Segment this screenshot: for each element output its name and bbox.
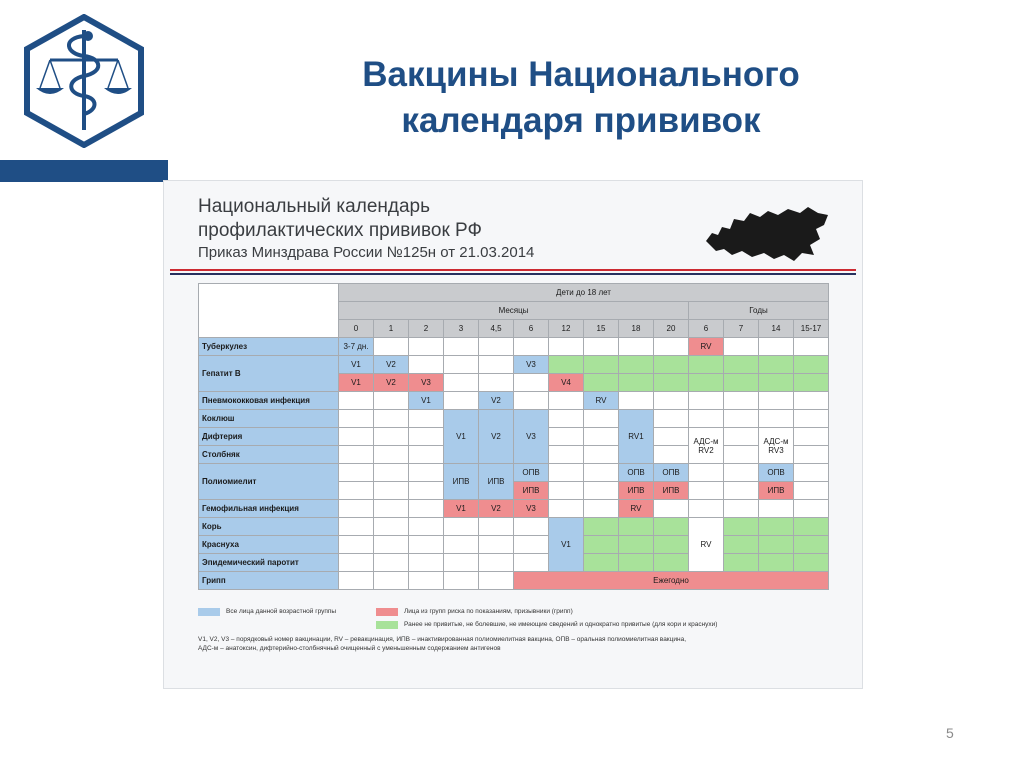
- schedule-cell: [794, 338, 829, 356]
- disease-label: Туберкулез: [199, 338, 339, 356]
- schedule-cell: [724, 338, 759, 356]
- schedule-cell: [654, 500, 689, 518]
- schedule-cell: [724, 536, 759, 554]
- schedule-cell: ОПВ: [514, 464, 549, 482]
- legend-swatch-red: [376, 608, 398, 616]
- schedule-cell: [724, 374, 759, 392]
- schedule-cell: [444, 374, 479, 392]
- schedule-cell: [339, 572, 374, 590]
- header-row-age-group: [199, 284, 829, 302]
- schedule-cell: [374, 464, 409, 482]
- schedule-cell: [724, 482, 759, 500]
- calendar-header-line-1: Национальный календарь: [198, 196, 430, 217]
- schedule-cell: [724, 392, 759, 410]
- legend-label-green: Ранее не привитые, не болевшие, не имеющие сведений и однократно привитые (для кори и краснухи): [404, 621, 718, 628]
- schedule-cell: АДС-м RV3: [759, 428, 794, 464]
- schedule-cell: [759, 356, 794, 374]
- schedule-cell: [794, 356, 829, 374]
- legend: [198, 605, 838, 653]
- calendar-header-line-2: профилактических прививок РФ: [198, 220, 482, 241]
- schedule-cell: ОПВ: [619, 464, 654, 482]
- schedule-cell: [514, 392, 549, 410]
- schedule-cell: [654, 518, 689, 536]
- age-group-header: Дети до 18 лет: [339, 284, 829, 302]
- schedule-cell: [794, 554, 829, 572]
- schedule-row: [199, 392, 829, 410]
- schedule-cell: [654, 554, 689, 572]
- schedule-cell: [584, 428, 619, 446]
- schedule-cell: RV: [619, 500, 654, 518]
- disease-label: Эпидемический паротит: [199, 554, 339, 572]
- schedule-cell: V2: [374, 374, 409, 392]
- schedule-cell: V3: [514, 500, 549, 518]
- schedule-cell: V1: [339, 356, 374, 374]
- schedule-row: [199, 554, 829, 572]
- schedule-cell: [409, 464, 444, 482]
- schedule-cell: [759, 410, 794, 428]
- schedule-cell: [619, 374, 654, 392]
- schedule-cell: [374, 392, 409, 410]
- schedule-cell: ИПВ: [514, 482, 549, 500]
- schedule-cell: ИПВ: [479, 464, 514, 500]
- age-month-header: 1: [374, 320, 409, 338]
- schedule-cell: [549, 356, 584, 374]
- schedule-cell: [619, 536, 654, 554]
- schedule-cell: [724, 464, 759, 482]
- age-month-header: 2: [409, 320, 444, 338]
- schedule-cell: V3: [514, 356, 549, 374]
- schedule-cell: [794, 536, 829, 554]
- legend-label-blue: Все лица данной возрастной группы: [226, 608, 337, 615]
- schedule-cell: V3: [409, 374, 444, 392]
- schedule-cell: [794, 446, 829, 464]
- schedule-cell: [724, 500, 759, 518]
- schedule-cell: V1: [339, 374, 374, 392]
- calendar-header: [198, 195, 534, 263]
- schedule-cell: [409, 536, 444, 554]
- legend-item-blue: [198, 608, 376, 616]
- schedule-cell: [654, 374, 689, 392]
- schedule-cell: [339, 428, 374, 446]
- age-month-header: 15: [584, 320, 619, 338]
- schedule-cell: [794, 410, 829, 428]
- age-year-header: 14: [759, 320, 794, 338]
- header-rule-red: [170, 269, 856, 271]
- schedule-cell: ОПВ: [654, 464, 689, 482]
- disease-label: Гепатит В: [199, 356, 339, 392]
- schedule-row: [199, 536, 829, 554]
- age-month-header: 18: [619, 320, 654, 338]
- schedule-cell: [794, 374, 829, 392]
- schedule-cell: [689, 374, 724, 392]
- age-year-header: 6: [689, 320, 724, 338]
- schedule-cell: [724, 356, 759, 374]
- schedule-cell: [584, 500, 619, 518]
- schedule-cell: [689, 482, 724, 500]
- schedule-cell: [794, 500, 829, 518]
- schedule-cell: [689, 464, 724, 482]
- schedule-cell: [724, 518, 759, 536]
- schedule-cell: [374, 536, 409, 554]
- months-header: Месяцы: [339, 302, 689, 320]
- schedule-cell: [794, 464, 829, 482]
- schedule-cell: АДС-м RV2: [689, 428, 724, 464]
- schedule-cell: [409, 572, 444, 590]
- schedule-cell: [619, 392, 654, 410]
- schedule-cell: [584, 518, 619, 536]
- schedule-cell: [374, 338, 409, 356]
- order-reference: Приказ Минздрава России №125н от 21.03.2014: [198, 244, 535, 261]
- schedule-cell: [514, 338, 549, 356]
- header-corner: [199, 284, 339, 338]
- schedule-cell: V2: [479, 410, 514, 464]
- schedule-cell: [479, 518, 514, 536]
- schedule-cell: [479, 338, 514, 356]
- schedule-cell: [339, 446, 374, 464]
- disease-label: Коклюш: [199, 410, 339, 428]
- schedule-cell: [689, 392, 724, 410]
- schedule-cell: [584, 374, 619, 392]
- schedule-cell: [724, 428, 759, 446]
- age-year-header: 15-17: [794, 320, 829, 338]
- schedule-cell: ИПВ: [654, 482, 689, 500]
- abbreviations-note: [198, 635, 838, 653]
- schedule-cell: [479, 374, 514, 392]
- schedule-cell: [654, 536, 689, 554]
- schedule-cell: [759, 536, 794, 554]
- schedule-row: [199, 572, 829, 590]
- schedule-cell: 3-7 дн.: [339, 338, 374, 356]
- disease-label: Гемофильная инфекция: [199, 500, 339, 518]
- schedule-cell: [514, 374, 549, 392]
- schedule-cell: [374, 500, 409, 518]
- schedule-cell: [689, 356, 724, 374]
- age-month-header: 6: [514, 320, 549, 338]
- schedule-cell: [444, 356, 479, 374]
- schedule-cell: [654, 392, 689, 410]
- vaccination-calendar-image: [163, 180, 863, 689]
- schedule-cell: [339, 518, 374, 536]
- schedule-cell: [724, 446, 759, 464]
- schedule-cell: [619, 518, 654, 536]
- schedule-cell: [339, 482, 374, 500]
- age-month-header: 4,5: [479, 320, 514, 338]
- schedule-cell: [654, 410, 689, 428]
- page-number: 5: [946, 725, 954, 741]
- schedule-cell: [654, 428, 689, 446]
- schedule-cell: [339, 500, 374, 518]
- schedule-cell: [549, 482, 584, 500]
- schedule-cell: [794, 518, 829, 536]
- schedule-cell: [549, 500, 584, 518]
- schedule-cell: [444, 572, 479, 590]
- schedule-cell: [339, 410, 374, 428]
- schedule-cell: [374, 446, 409, 464]
- schedule-cell: [689, 410, 724, 428]
- schedule-cell: [409, 554, 444, 572]
- age-month-header: 20: [654, 320, 689, 338]
- schedule-cell: [619, 554, 654, 572]
- schedule-cell: [374, 482, 409, 500]
- schedule-cell: [549, 464, 584, 482]
- schedule-cell: ИПВ: [759, 482, 794, 500]
- schedule-cell: RV: [689, 518, 724, 572]
- schedule-cell: [619, 356, 654, 374]
- schedule-cell: V1: [444, 410, 479, 464]
- schedule-row: [199, 356, 829, 374]
- schedule-cell: [549, 338, 584, 356]
- schedule-cell: [549, 446, 584, 464]
- legend-swatch-blue: [198, 608, 220, 616]
- schedule-cell: [374, 554, 409, 572]
- schedule-cell: [689, 500, 724, 518]
- schedule-cell: [654, 446, 689, 464]
- legend-label-red: Лица из групп риска по показаниям, призывники (грипп): [404, 608, 573, 615]
- schedule-cell: [409, 482, 444, 500]
- schedule-cell: [584, 464, 619, 482]
- schedule-cell: [549, 428, 584, 446]
- schedule-cell: [514, 518, 549, 536]
- schedule-cell: [549, 410, 584, 428]
- schedule-cell: ИПВ: [619, 482, 654, 500]
- schedule-cell: [759, 554, 794, 572]
- schedule-cell: [584, 554, 619, 572]
- schedule-row: [199, 464, 829, 482]
- schedule-cell: V1: [409, 392, 444, 410]
- schedule-cell: [584, 482, 619, 500]
- schedule-cell: [794, 482, 829, 500]
- slide-title-line-1: Вакцины Национального: [362, 55, 800, 94]
- schedule-cell: [584, 446, 619, 464]
- schedule-row: [199, 500, 829, 518]
- schedule-cell: V2: [374, 356, 409, 374]
- schedule-cell: [479, 536, 514, 554]
- schedule-row: [199, 410, 829, 428]
- schedule-cell: [374, 518, 409, 536]
- schedule-cell: [444, 392, 479, 410]
- caduceus-scales-logo: [22, 14, 146, 148]
- schedule-cell: ОПВ: [759, 464, 794, 482]
- russia-map-silhouette: [704, 201, 832, 269]
- schedule-cell: [584, 338, 619, 356]
- schedule-cell: [339, 554, 374, 572]
- age-month-header: 3: [444, 320, 479, 338]
- schedule-cell: [409, 428, 444, 446]
- schedule-cell: [374, 572, 409, 590]
- schedule-row: [199, 338, 829, 356]
- schedule-cell: [584, 410, 619, 428]
- abbreviations-line-1: V1, V2, V3 – порядковый номер вакцинации, RV – ревакцинация, ИПВ – инактивированная полиомиелитная вакцина, ОПВ – оральная полиомиелитная вакцина,: [198, 636, 687, 643]
- schedule-cell: [759, 392, 794, 410]
- schedule-cell: V4: [549, 374, 584, 392]
- schedule-cell: [409, 446, 444, 464]
- disease-label: Краснуха: [199, 536, 339, 554]
- schedule-cell: V3: [514, 410, 549, 464]
- schedule-cell: [759, 518, 794, 536]
- schedule-cell: [409, 518, 444, 536]
- schedule-cell: [654, 338, 689, 356]
- schedule-cell: V1: [444, 500, 479, 518]
- schedule-cell: RV1: [619, 410, 654, 464]
- schedule-cell: [409, 338, 444, 356]
- schedule-row: [199, 518, 829, 536]
- legend-item-green: [376, 621, 717, 629]
- schedule-cell: [339, 464, 374, 482]
- schedule-cell: [724, 410, 759, 428]
- schedule-cell: [339, 392, 374, 410]
- schedule-cell: [654, 356, 689, 374]
- schedule-cell: [619, 338, 654, 356]
- vaccination-schedule-table: [198, 283, 829, 590]
- disease-label: Столбняк: [199, 446, 339, 464]
- schedule-cell: V2: [479, 500, 514, 518]
- schedule-cell: Ежегодно: [514, 572, 829, 590]
- schedule-cell: [479, 356, 514, 374]
- schedule-cell: [444, 554, 479, 572]
- schedule-cell: V2: [479, 392, 514, 410]
- schedule-cell: V1: [549, 518, 584, 572]
- schedule-cell: [409, 356, 444, 374]
- schedule-cell: [514, 536, 549, 554]
- schedule-cell: [444, 536, 479, 554]
- schedule-cell: [514, 554, 549, 572]
- schedule-cell: [794, 428, 829, 446]
- schedule-cell: [724, 554, 759, 572]
- slide-title: [250, 52, 912, 144]
- schedule-cell: [374, 428, 409, 446]
- years-header: Годы: [689, 302, 829, 320]
- schedule-cell: RV: [584, 392, 619, 410]
- accent-bar: [0, 160, 168, 182]
- schedule-cell: [409, 500, 444, 518]
- schedule-cell: [444, 338, 479, 356]
- age-month-header: 12: [549, 320, 584, 338]
- disease-label: Грипп: [199, 572, 339, 590]
- schedule-cell: [759, 338, 794, 356]
- disease-label: Полиомиелит: [199, 464, 339, 500]
- schedule-cell: [409, 410, 444, 428]
- disease-label: Корь: [199, 518, 339, 536]
- abbreviations-line-2: АДС-м – анатоксин, дифтерийно-столбнячный очищенный с уменьшенным содержанием антигенов: [198, 645, 501, 652]
- slide-title-line-2: календаря прививок: [401, 101, 761, 140]
- schedule-cell: [339, 536, 374, 554]
- schedule-cell: [759, 374, 794, 392]
- schedule-cell: RV: [689, 338, 724, 356]
- schedule-cell: [584, 536, 619, 554]
- schedule-cell: [549, 392, 584, 410]
- header-rule-navy: [170, 273, 856, 275]
- disease-label: Пневмококковая инфекция: [199, 392, 339, 410]
- schedule-cell: [584, 356, 619, 374]
- age-month-header: 0: [339, 320, 374, 338]
- schedule-cell: [374, 410, 409, 428]
- schedule-cell: ИПВ: [444, 464, 479, 500]
- schedule-cell: [794, 392, 829, 410]
- schedule-cell: [444, 518, 479, 536]
- age-year-header: 7: [724, 320, 759, 338]
- schedule-cell: [479, 572, 514, 590]
- disease-label: Дифтерия: [199, 428, 339, 446]
- legend-swatch-green: [376, 621, 398, 629]
- legend-item-red: [376, 608, 573, 616]
- schedule-cell: [479, 554, 514, 572]
- schedule-cell: [759, 500, 794, 518]
